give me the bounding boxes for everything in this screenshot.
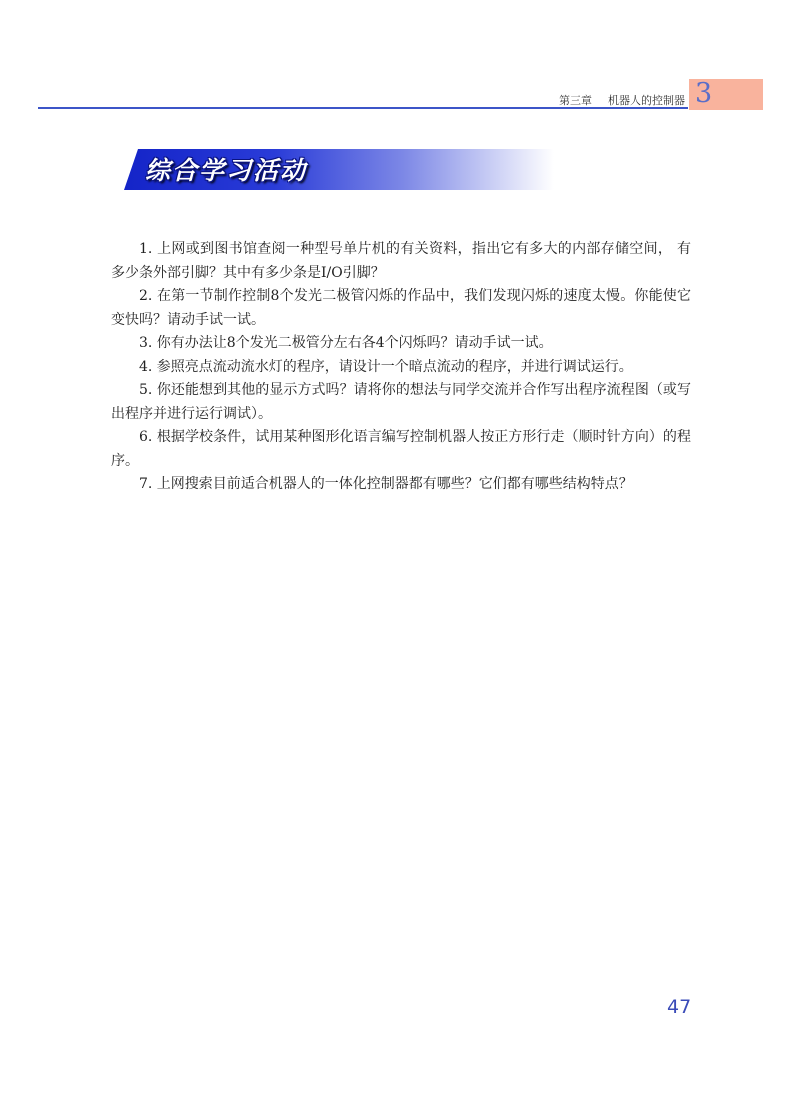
list-item: 3. 你有办法让8个发光二极管分左右各4个闪烁吗？请动手试一试。 (139, 335, 553, 351)
activity-list (111, 238, 691, 497)
running-header (559, 92, 685, 108)
list-item: 4. 参照亮点流动流水灯的程序，请设计一个暗点流动的程序，并进行调试运行。 (139, 358, 633, 375)
list-item: 1. 上网或到图书馆查阅一种型号单片机的有关资料，指出它有多大的内部存储空间， 有多少条外部引脚？其中有多少条是I/O引脚？ (111, 241, 691, 281)
list-item: 2. 在第一节制作控制8个发光二极管闪烁的作品中，我们发现闪烁的速度太慢。你能使它变快吗？请动手试一试。 (111, 288, 691, 328)
list-item: 7. 上网搜索目前适合机器人的一体化控制器都有哪些？它们都有哪些结构特点？ (139, 476, 633, 492)
chapter-title: 机器人的控制器 (608, 94, 685, 107)
chapter-number: 3 (695, 78, 713, 109)
list-item: 6. 根据学校条件，试用某种图形化语言编写控制机器人按正方形行走（顺时针方向）的程序。 (111, 429, 691, 469)
page-number: 47 (667, 996, 692, 1018)
chapter-number-box (689, 79, 763, 110)
list-item: 5. 你还能想到其他的显示方式吗？请将你的想法与同学交流并合作写出程序流程图（或写出程序并进行运行调试）。 (111, 382, 691, 422)
section-title: 综合学习活动 (145, 156, 308, 185)
chapter-label: 第三章 (559, 94, 592, 107)
